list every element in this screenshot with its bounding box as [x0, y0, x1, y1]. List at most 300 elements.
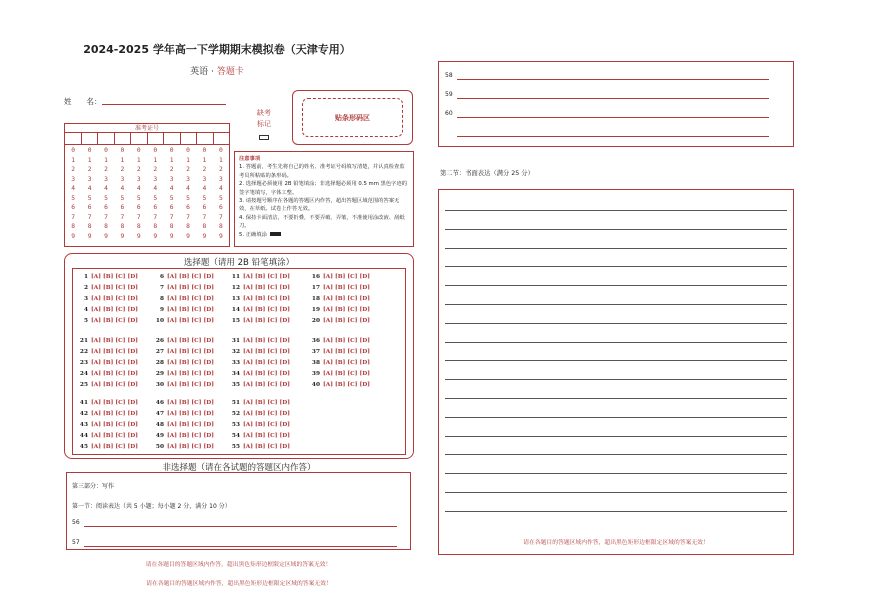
essay-writing-line[interactable] [445, 285, 787, 286]
mc-question-number: 27 [155, 349, 164, 355]
notes-heading: 注意事项 [239, 156, 261, 162]
exam-digit-bubble[interactable]: 4 [218, 185, 223, 192]
section1-label: 第一节：阅读表达（共 5 小题；每小题 2 分，满分 10 分） [72, 503, 231, 510]
exam-digit-bubble[interactable]: 8 [120, 223, 125, 230]
exam-digit-bubble[interactable]: 6 [218, 204, 223, 211]
exam-digit-bubble[interactable]: 8 [169, 223, 174, 230]
exam-digit-bubble[interactable]: 3 [169, 175, 174, 183]
mc-option-bubbles[interactable]: [A] [B] [C] [D] [91, 338, 139, 344]
exam-digit-column [163, 146, 179, 241]
mc-question-number: 20 [311, 318, 320, 324]
exam-digit-bubble[interactable]: 1 [153, 156, 158, 164]
mc-question-row [154, 422, 214, 428]
exam-digit-bubble[interactable]: 3 [87, 175, 92, 183]
mc-option-bubbles[interactable]: [A] [B] [C] [D] [243, 285, 291, 291]
exam-digit-bubble[interactable]: 8 [71, 223, 76, 230]
essay-writing-line[interactable] [445, 473, 787, 474]
exam-digit-bubble[interactable]: 6 [153, 204, 158, 211]
exam-digit-bubble[interactable]: 9 [218, 232, 223, 240]
exam-digit-bubble[interactable]: 6 [104, 204, 108, 211]
mc-question-number: 28 [155, 360, 164, 366]
mc-question-row [154, 274, 214, 280]
exam-digit-bubble[interactable]: 0 [186, 147, 190, 154]
exam-digit-bubble[interactable]: 1 [218, 156, 223, 164]
mc-question-row [230, 411, 290, 417]
exam-digit-bubble[interactable]: 5 [104, 194, 108, 202]
title-separator: · [211, 67, 214, 77]
mc-question-number: 22 [79, 349, 88, 355]
mc-option-bubbles[interactable]: [A] [B] [C] [D] [91, 296, 139, 302]
absent-label: 缺考标记 [257, 109, 271, 128]
exam-digit-bubble[interactable]: 3 [153, 175, 158, 183]
nonmc-warning: 请在各题目的答题区域内作答，超出黑色矩形边框限定区域的答案无效！ [145, 562, 332, 568]
mc-question-row [78, 296, 138, 302]
mc-question-number: 35 [231, 382, 240, 388]
notes-item: 3. 请按题号顺序在各题的答题区内作答，超出答题区域范围的答案无效，在草纸、试卷上作答无效。 [239, 198, 400, 213]
mc-question-number: 5 [83, 318, 88, 324]
exam-digit-bubble[interactable]: 8 [136, 223, 141, 230]
mc-option-bubbles[interactable]: [A] [B] [C] [D] [243, 382, 291, 388]
exam-digit-bubble[interactable]: 8 [153, 223, 158, 230]
exam-digit-bubble[interactable]: 6 [71, 204, 76, 211]
exam-digit-bubble[interactable]: 8 [104, 223, 108, 230]
exam-digit-bubble[interactable]: 7 [202, 213, 207, 221]
exam-digit-bubble[interactable]: 1 [136, 156, 141, 164]
exam-digit-bubble[interactable]: 2 [202, 166, 207, 173]
mc-option-bubbles[interactable]: [A] [B] [C] [D] [323, 296, 371, 302]
exam-digit-bubble[interactable]: 0 [104, 147, 108, 154]
mc-question-number: 18 [311, 296, 320, 302]
mc-option-bubbles[interactable]: [A] [B] [C] [D] [167, 338, 215, 344]
mc-question-row [230, 422, 290, 428]
mc-option-bubbles[interactable]: [A] [B] [C] [D] [323, 285, 371, 291]
mc-option-bubbles[interactable]: [A] [B] [C] [D] [91, 382, 139, 388]
mc-option-bubbles[interactable]: [A] [B] [C] [D] [91, 349, 139, 355]
exam-digit-bubble[interactable]: 7 [120, 213, 125, 221]
mc-option-bubbles[interactable]: [A] [B] [C] [D] [323, 360, 371, 366]
mc-option-bubbles[interactable]: [A] [B] [C] [D] [167, 274, 215, 280]
mc-option-bubbles[interactable]: [A] [B] [C] [D] [243, 444, 291, 450]
essay-writing-line[interactable] [445, 454, 787, 455]
mc-question-row [310, 296, 370, 302]
exam-digit-bubble[interactable]: 1 [87, 156, 92, 164]
exam-digit-bubble[interactable]: 5 [71, 194, 76, 202]
mc-question-number: 1 [83, 274, 88, 280]
mc-option-bubbles[interactable]: [A] [B] [C] [D] [243, 318, 291, 324]
exam-digit-bubble[interactable]: 5 [87, 194, 92, 202]
mc-question-number: 6 [159, 274, 164, 280]
mc-option-bubbles[interactable]: [A] [B] [C] [D] [167, 411, 215, 417]
mc-option-bubbles[interactable]: [A] [B] [C] [D] [323, 338, 371, 344]
mc-question-row [78, 349, 138, 355]
mc-option-bubbles[interactable]: [A] [B] [C] [D] [91, 274, 139, 280]
exam-digit-bubble[interactable]: 0 [169, 147, 174, 154]
mc-question-row [78, 422, 138, 428]
mc-question-number: 23 [79, 360, 88, 366]
q59-answer-line[interactable] [457, 98, 769, 99]
mc-option-bubbles[interactable]: [A] [B] [C] [D] [243, 422, 291, 428]
exam-digit-bubble[interactable]: 8 [202, 223, 207, 230]
exam-digit-bubble[interactable]: 3 [202, 175, 207, 183]
exam-digit-bubble[interactable]: 2 [186, 166, 190, 173]
mc-question-number: 21 [79, 338, 88, 344]
mc-question-number: 11 [231, 274, 240, 280]
exam-digit-bubble[interactable]: 4 [169, 185, 174, 192]
mc-question-row [78, 307, 138, 313]
mc-option-bubbles[interactable]: [A] [B] [C] [D] [91, 318, 139, 324]
mc-option-bubbles[interactable]: [A] [B] [C] [D] [167, 307, 215, 313]
mc-option-bubbles[interactable]: [A] [B] [C] [D] [167, 296, 215, 302]
mc-option-bubbles[interactable]: [A] [B] [C] [D] [167, 382, 215, 388]
exam-digit-bubble[interactable]: 3 [136, 175, 141, 183]
exam-number-write-cells[interactable] [65, 133, 229, 145]
mc-question-number: 9 [159, 307, 164, 313]
mc-question-row [154, 371, 214, 377]
mc-question-number: 12 [231, 285, 240, 291]
exam-digit-bubble[interactable]: 9 [202, 232, 207, 240]
exam-digit-bubble[interactable]: 3 [186, 175, 190, 183]
exam-digit-bubble[interactable]: 5 [120, 194, 125, 202]
exam-digit-bubble[interactable]: 5 [202, 194, 207, 202]
mc-question-number: 33 [231, 360, 240, 366]
exam-digit-bubble[interactable]: 1 [71, 156, 76, 164]
mc-question-number: 47 [155, 411, 164, 417]
mc-question-row [230, 285, 290, 291]
page-title: 2024-2025 学年高一下学期期末模拟卷（天津专用） [83, 43, 351, 56]
mc-question-number: 40 [311, 382, 320, 388]
exam-digit-bubble[interactable]: 9 [104, 232, 108, 240]
absent-checkbox[interactable] [259, 135, 269, 140]
exam-digit-bubble[interactable]: 6 [120, 204, 125, 211]
q57-answer-line[interactable] [84, 546, 397, 547]
mc-option-bubbles[interactable]: [A] [B] [C] [D] [91, 307, 139, 313]
mc-option-bubbles[interactable]: [A] [B] [C] [D] [243, 274, 291, 280]
exam-digit-bubble[interactable]: 6 [186, 204, 190, 211]
exam-digit-bubble[interactable]: 9 [120, 232, 125, 240]
mc-question-number: 32 [231, 349, 240, 355]
exam-digit-bubble[interactable]: 7 [71, 213, 76, 221]
mc-question-number: 51 [231, 400, 240, 406]
exam-digit-bubble[interactable]: 5 [186, 194, 190, 202]
mc-question-row [230, 296, 290, 302]
essay-writing-line[interactable] [445, 229, 787, 230]
exam-digit-bubble[interactable]: 3 [120, 175, 125, 183]
q60-answer-line[interactable] [457, 117, 769, 118]
exam-digit-bubble[interactable]: 4 [136, 185, 141, 192]
mc-question-row [78, 433, 138, 439]
mc-question-row [154, 338, 214, 344]
exam-digit-bubble[interactable]: 4 [71, 185, 76, 192]
exam-digit-bubble[interactable]: 4 [153, 185, 158, 192]
mc-question-row [230, 433, 290, 439]
mc-question-row [230, 274, 290, 280]
mc-option-bubbles[interactable]: [A] [B] [C] [D] [91, 444, 139, 450]
mc-question-number: 50 [155, 444, 164, 450]
mc-question-row [78, 411, 138, 417]
mc-option-bubbles[interactable]: [A] [B] [C] [D] [91, 411, 139, 417]
mc-option-bubbles[interactable]: [A] [B] [C] [D] [167, 318, 215, 324]
mc-option-bubbles[interactable]: [A] [B] [C] [D] [323, 382, 371, 388]
exam-digit-bubble[interactable]: 0 [202, 147, 207, 154]
exam-digit-bubble[interactable]: 9 [186, 232, 190, 240]
page-warning: 请在各题目的答题区域内作答，超出黑色矩形边框限定区域的答案无效！ [146, 581, 332, 587]
exam-digit-column [81, 146, 97, 241]
mc-question-number: 8 [159, 296, 164, 302]
mc-option-bubbles[interactable]: [A] [B] [C] [D] [167, 444, 215, 450]
exam-digit-bubble[interactable]: 5 [169, 194, 174, 202]
mc-question-number: 29 [155, 371, 164, 377]
exam-digit-bubble[interactable]: 7 [218, 213, 223, 221]
essay-writing-line[interactable] [445, 248, 787, 249]
mc-question-number: 24 [79, 371, 88, 377]
exam-digit-column [180, 146, 196, 241]
mc-option-bubbles[interactable]: [A] [B] [C] [D] [243, 400, 291, 406]
mc-question-row [78, 274, 138, 280]
mc-question-number: 19 [311, 307, 320, 313]
exam-digit-column [213, 146, 229, 241]
exam-digit-bubble[interactable]: 4 [120, 185, 125, 192]
exam-digit-column [114, 146, 130, 241]
mc-question-row [230, 349, 290, 355]
exam-digit-bubble[interactable]: 0 [120, 147, 125, 154]
exam-digit-bubble[interactable]: 6 [202, 204, 207, 211]
mc-option-bubbles[interactable]: [A] [B] [C] [D] [91, 422, 139, 428]
essay-writing-line[interactable] [445, 511, 787, 512]
mc-question-row [310, 318, 370, 324]
barcode-area [292, 90, 413, 145]
essay-writing-line[interactable] [445, 323, 787, 324]
exam-digit-bubble[interactable]: 9 [71, 232, 76, 240]
exam-digit-bubble[interactable]: 7 [104, 213, 108, 221]
exam-digit-bubble[interactable]: 0 [136, 147, 141, 154]
exam-digit-column [147, 146, 163, 241]
exam-digit-bubble[interactable]: 3 [104, 175, 108, 183]
exam-digit-bubble[interactable]: 7 [186, 213, 190, 221]
mc-option-bubbles[interactable]: [A] [B] [C] [D] [167, 285, 215, 291]
mc-question-number: 41 [79, 400, 88, 406]
exam-digit-bubble[interactable]: 8 [218, 223, 223, 230]
mc-option-bubbles[interactable]: [A] [B] [C] [D] [243, 411, 291, 417]
mc-option-bubbles[interactable]: [A] [B] [C] [D] [243, 371, 291, 377]
exam-digit-bubble[interactable]: 7 [153, 213, 158, 221]
subject-label: 英语 [190, 67, 209, 77]
mc-option-bubbles[interactable]: [A] [B] [C] [D] [167, 371, 215, 377]
mc-option-bubbles[interactable]: [A] [B] [C] [D] [243, 338, 291, 344]
subtitle [0, 64, 434, 77]
mc-question-number: 44 [79, 433, 88, 439]
exam-digit-bubble[interactable]: 9 [169, 232, 174, 240]
section2-label: 第二节：书面表达（满分 25 分） [440, 170, 534, 177]
exam-digit-bubble[interactable]: 6 [169, 204, 174, 211]
q59-number: 59 [445, 91, 453, 98]
essay-writing-line[interactable] [445, 266, 787, 267]
essay-answer-box[interactable] [438, 189, 794, 555]
barcode-label: 贴条形码区 [302, 98, 403, 137]
exam-digit-bubble[interactable]: 4 [87, 185, 92, 192]
exam-digit-bubble[interactable]: 2 [169, 166, 174, 173]
mc-option-bubbles[interactable]: [A] [B] [C] [D] [323, 318, 371, 324]
mc-option-bubbles[interactable]: [A] [B] [C] [D] [167, 400, 215, 406]
exam-digit-bubble[interactable]: 2 [71, 166, 76, 173]
mc-question-number: 52 [231, 411, 240, 417]
mc-question-number: 31 [231, 338, 240, 344]
mc-option-bubbles[interactable]: [A] [B] [C] [D] [167, 433, 215, 439]
mc-question-row [310, 338, 370, 344]
mc-question-row [154, 349, 214, 355]
mc-option-bubbles[interactable]: [A] [B] [C] [D] [91, 285, 139, 291]
exam-digit-bubble[interactable]: 1 [104, 156, 108, 164]
exam-digit-bubble[interactable]: 7 [87, 213, 92, 221]
mc-question-row [78, 285, 138, 291]
exam-digit-bubble[interactable]: 2 [153, 166, 158, 173]
q58-number: 58 [445, 72, 453, 79]
mc-option-bubbles[interactable]: [A] [B] [C] [D] [323, 274, 371, 280]
exam-digit-bubble[interactable]: 1 [120, 156, 125, 164]
mc-option-bubbles[interactable]: [A] [B] [C] [D] [323, 307, 371, 313]
essay-writing-line[interactable] [445, 398, 787, 399]
mc-option-bubbles[interactable]: [A] [B] [C] [D] [167, 422, 215, 428]
q56-answer-line[interactable] [84, 526, 397, 527]
q58-answer-line[interactable] [457, 79, 769, 80]
exam-digit-bubble[interactable]: 0 [218, 147, 223, 154]
exam-digit-bubble[interactable]: 9 [136, 232, 141, 240]
essay-writing-line[interactable] [445, 210, 787, 211]
mc-question-row [230, 318, 290, 324]
mc-question-row [78, 318, 138, 324]
mc-question-number: 48 [155, 422, 164, 428]
name-field[interactable] [102, 104, 226, 105]
exam-digit-bubble[interactable]: 7 [136, 213, 141, 221]
mc-question-row [310, 274, 370, 280]
exam-digit-bubble[interactable]: 2 [87, 166, 92, 173]
mc-option-bubbles[interactable]: [A] [B] [C] [D] [91, 360, 139, 366]
mc-question-row [154, 307, 214, 313]
mc-option-bubbles[interactable]: [A] [B] [C] [D] [243, 433, 291, 439]
exam-digit-bubble[interactable]: 1 [169, 156, 174, 164]
mc-question-number: 38 [311, 360, 320, 366]
exam-digit-bubble[interactable]: 8 [186, 223, 190, 230]
essay-writing-line[interactable] [445, 360, 787, 361]
essay-writing-line[interactable] [445, 492, 787, 493]
essay-writing-line[interactable] [445, 417, 787, 418]
nonmc-title: 非选择题（请在各试题的答题区内作答） [162, 463, 316, 473]
exam-digit-bubble[interactable]: 0 [71, 147, 76, 154]
mc-question-row [230, 382, 290, 388]
mc-question-row [230, 371, 290, 377]
mc-option-bubbles[interactable]: [A] [B] [C] [D] [91, 433, 139, 439]
exam-digit-bubble[interactable]: 2 [104, 166, 108, 173]
mc-question-row [310, 349, 370, 355]
exam-digit-bubble[interactable]: 3 [71, 175, 76, 183]
q56-number: 56 [72, 519, 80, 526]
essay-writing-line[interactable] [445, 436, 787, 437]
mc-option-bubbles[interactable]: [A] [B] [C] [D] [91, 400, 139, 406]
exam-digit-bubble[interactable]: 5 [218, 194, 223, 202]
exam-digit-bubble[interactable]: 6 [136, 204, 141, 211]
mc-question-row [310, 360, 370, 366]
mc-option-bubbles[interactable]: [A] [B] [C] [D] [91, 371, 139, 377]
exam-digit-bubble[interactable]: 1 [186, 156, 190, 164]
mc-option-bubbles[interactable]: [A] [B] [C] [D] [243, 349, 291, 355]
mc-question-row [230, 444, 290, 450]
mc-question-row [154, 411, 214, 417]
mc-question-number: 16 [311, 274, 320, 280]
exam-digit-bubble[interactable]: 5 [153, 194, 158, 202]
q60-number: 60 [445, 110, 453, 117]
exam-digit-bubble[interactable]: 9 [87, 232, 92, 240]
mc-question-row [310, 382, 370, 388]
mc-question-row [78, 371, 138, 377]
notes-item: 4. 保持卡面清洁，不要折叠，不要弄破、弄皱，不准使用涂改液、刮纸刀。 [239, 214, 405, 230]
mc-question-number: 13 [231, 296, 240, 302]
mc-question-number: 43 [79, 422, 88, 428]
exam-digit-bubble[interactable]: 5 [136, 194, 141, 202]
exam-digit-bubble[interactable]: 0 [87, 147, 92, 154]
mc-option-bubbles[interactable]: [A] [B] [C] [D] [243, 296, 291, 302]
mc-question-row [78, 400, 138, 406]
mc-question-row [154, 296, 214, 302]
mc-question-number: 17 [311, 285, 320, 291]
exam-digit-bubble[interactable]: 3 [218, 175, 223, 183]
exam-digit-bubble[interactable]: 2 [136, 166, 141, 173]
mc-question-number: 53 [231, 422, 240, 428]
mc-question-number: 36 [311, 338, 320, 344]
mc-option-bubbles[interactable]: [A] [B] [C] [D] [323, 349, 371, 355]
exam-digit-bubble[interactable]: 9 [153, 232, 158, 240]
mc-question-row [310, 371, 370, 377]
essay-writing-line[interactable] [445, 342, 787, 343]
exam-digit-bubble[interactable]: 2 [120, 166, 125, 173]
mc-question-row [154, 382, 214, 388]
mc-question-row [310, 307, 370, 313]
exam-digit-bubble[interactable]: 0 [153, 147, 158, 154]
exam-digit-bubble[interactable]: 4 [104, 185, 108, 192]
exam-digit-bubble[interactable]: 2 [218, 166, 223, 173]
mc-option-bubbles[interactable]: [A] [B] [C] [D] [323, 371, 371, 377]
exam-digit-column [196, 146, 212, 241]
exam-digit-bubble[interactable]: 4 [186, 185, 190, 192]
mc-option-bubbles[interactable]: [A] [B] [C] [D] [167, 360, 215, 366]
exam-digit-bubble[interactable]: 8 [87, 223, 92, 230]
q60-extra-line[interactable] [457, 136, 769, 137]
exam-digit-column [98, 146, 114, 241]
mc-question-number: 39 [311, 371, 320, 377]
mc-question-row [230, 338, 290, 344]
mc-question-number: 37 [311, 349, 320, 355]
mc-option-bubbles[interactable]: [A] [B] [C] [D] [167, 349, 215, 355]
mc-option-bubbles[interactable]: [A] [B] [C] [D] [243, 360, 291, 366]
exam-digit-bubble[interactable]: 1 [202, 156, 207, 164]
exam-digit-bubble[interactable]: 6 [87, 204, 92, 211]
mc-question-row [78, 444, 138, 450]
nonmc-answer-box [66, 472, 411, 550]
name-label: 姓 名： [64, 97, 102, 106]
exam-digit-bubble[interactable]: 7 [169, 213, 174, 221]
mc-question-row [154, 444, 214, 450]
essay-warning: 请在各题目的答题区域内作答，超出黑色矩形边框限定区域的答案无效！ [523, 540, 709, 546]
mc-question-row [154, 400, 214, 406]
mc-question-number: 45 [79, 444, 88, 450]
mc-question-number: 49 [155, 433, 164, 439]
essay-writing-line[interactable] [445, 379, 787, 380]
mc-question-number: 14 [231, 307, 240, 313]
exam-digit-column [131, 146, 147, 241]
exam-number-bubbles[interactable] [65, 146, 229, 241]
exam-number-label: 准考证号 [65, 124, 229, 133]
essay-writing-line[interactable] [445, 304, 787, 305]
exam-digit-bubble[interactable]: 4 [202, 185, 207, 192]
mc-option-bubbles[interactable]: [A] [B] [C] [D] [243, 307, 291, 313]
